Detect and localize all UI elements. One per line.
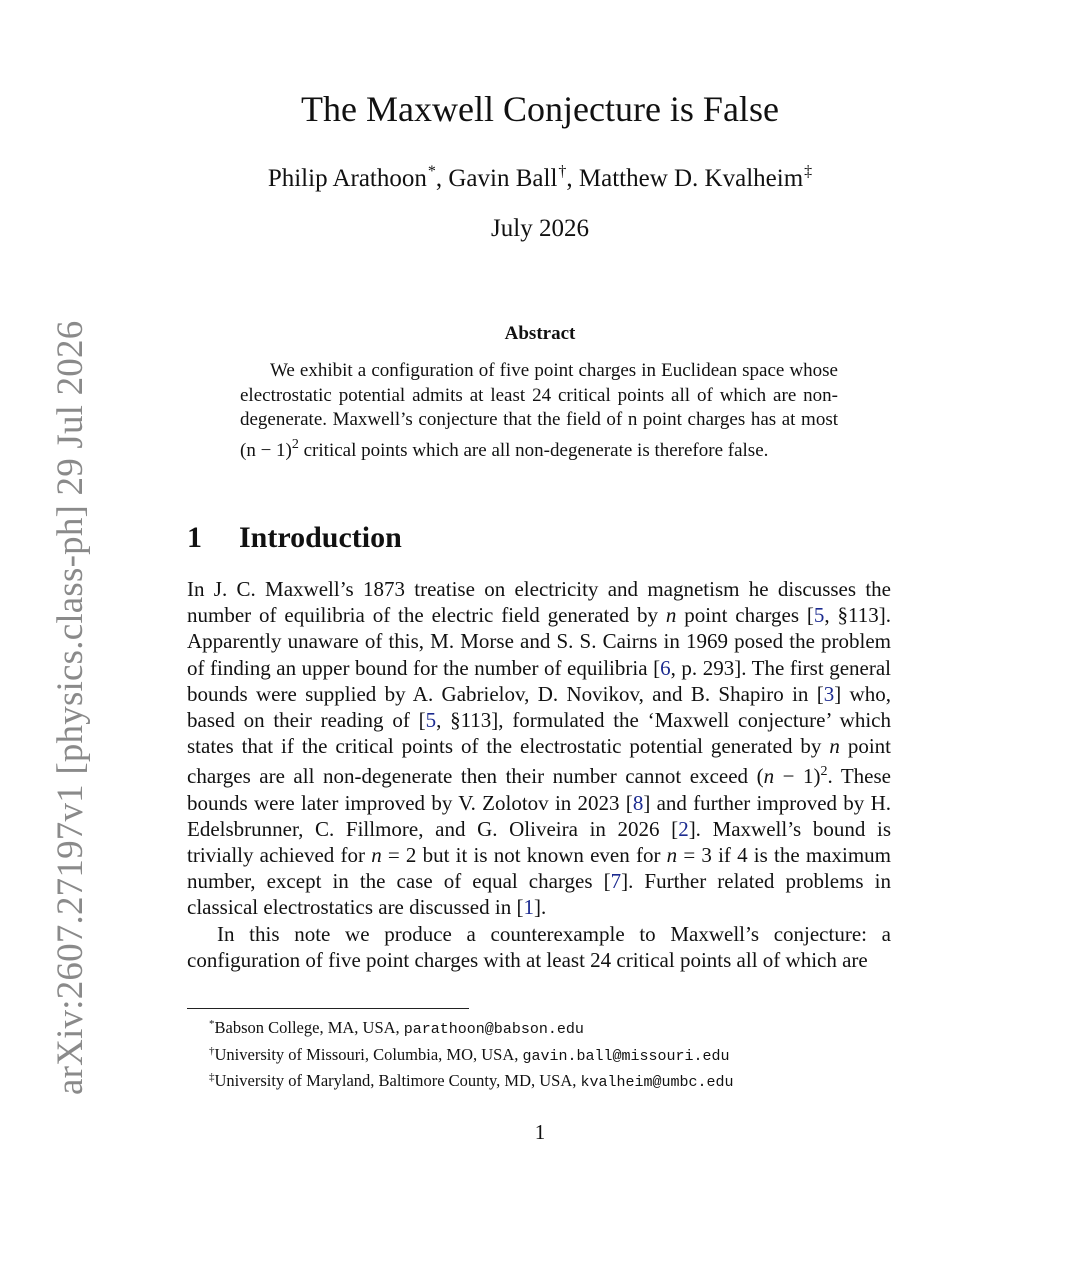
footnote-mark: † <box>209 1044 215 1057</box>
math-variable: n <box>371 843 382 868</box>
footnote-mark: ‡ <box>209 1071 215 1083</box>
math-variable: n <box>666 843 678 868</box>
abstract-exponent: 2 <box>291 436 299 452</box>
math-variable: n <box>829 734 840 759</box>
abstract-text-end: critical points which are all non-degenerate is therefore false. <box>298 439 769 461</box>
abstract-body <box>240 359 838 463</box>
citation-link[interactable]: 8 <box>632 790 644 815</box>
citation-link[interactable]: 3 <box>823 681 835 706</box>
intro-paragraph <box>187 576 891 921</box>
footnote-affiliation: University of Maryland, Baltimore County, MD, USA, <box>214 1071 581 1090</box>
author-footnote-mark[interactable]: ‡ <box>804 163 813 180</box>
section-title: Introduction <box>239 521 402 554</box>
paragraph-text: point charges [ <box>676 603 814 628</box>
page-number: 1 <box>534 1120 546 1144</box>
paragraph-text: = 2 but it is not known even for <box>381 843 667 868</box>
footnote-email[interactable]: parathoon@babson.edu <box>403 1021 584 1038</box>
paragraph-text: ]. Further related problems in classical electrostatics are discussed in [ <box>187 869 891 920</box>
paper-date: July 2026 <box>491 215 589 242</box>
citation-link[interactable]: 5 <box>425 708 437 733</box>
arxiv-sidebar-stamp: arXiv:2607.27197v1 [physics.class-ph] 29 Jul 2026 <box>50 320 91 1095</box>
footnote <box>187 1041 907 1068</box>
paragraph-text: In J. C. Maxwell’s 1873 treatise on electricity and magnetism he discusses the number of equilibria of the electric field generated by <box>187 577 891 628</box>
footnote-affiliation: University of Missouri, Columbia, MO, USA, <box>214 1044 523 1064</box>
paragraph-text: , §113]. Apparently unaware of this, M. Morse and S. S. Cairns in 1969 posed the problem of finding an upper bound for the number of equilibria [ <box>187 603 891 680</box>
footnotes <box>187 1014 907 1094</box>
math-variable: n <box>665 603 677 628</box>
paragraph-text: , §113], formulated the ‘Maxwell conjecture’ which states that if the critical points of the electrostatic potential generated by <box>187 708 891 759</box>
citation-link[interactable]: 6 <box>660 655 671 680</box>
paragraph-text: ] who, based on their reading of [ <box>187 681 891 733</box>
citation-link[interactable]: 5 <box>813 603 825 628</box>
paragraph-text: point charges are all non-degenerate then their number cannot exceed ( <box>187 734 891 789</box>
math-exponent: 2 <box>820 764 828 780</box>
author-list: Philip Arathoon*, Gavin Ball†, Matthew D. Kvalheim‡ <box>267 163 813 192</box>
abstract-heading: Abstract <box>504 323 576 344</box>
paragraph-text: = 3 if 4 is the maximum number, except in the case of equal charges [ <box>187 843 892 894</box>
footnote-rule <box>187 1008 469 1009</box>
author-name: Philip Arathoon <box>267 165 427 192</box>
footnote-mark: * <box>209 1018 215 1030</box>
paragraph-text: . These bounds were later improved by V. Zolotov in 2023 [ <box>187 764 891 815</box>
math-variable: n <box>763 764 775 789</box>
citation-link[interactable]: 1 <box>523 895 534 920</box>
paragraph-text: , p. 293]. The first general bounds were supplied by A. Gabrielov, D. Novikov, and B. Shapiro in [ <box>187 655 891 706</box>
author-name: Gavin Ball <box>448 165 558 192</box>
section-heading <box>187 521 402 555</box>
paragraph-text: ]. Maxwell’s bound is trivially achieved for <box>187 816 892 868</box>
citation-link[interactable]: 2 <box>678 816 689 841</box>
footnote-email[interactable]: gavin.ball@missouri.edu <box>522 1047 730 1065</box>
section-number: 1 <box>187 521 202 554</box>
author-footnote-mark[interactable]: † <box>558 163 567 180</box>
section-body <box>187 576 891 973</box>
paragraph-text: ]. <box>533 895 547 920</box>
author-name: Matthew D. Kvalheim <box>578 165 804 192</box>
author-footnote-mark[interactable]: * <box>427 163 436 180</box>
paragraph-text: ] and further improved by H. Edelsbrunner, C. Fillmore, and G. Oliveira in 2026 [ <box>187 790 891 841</box>
footnote <box>187 1014 907 1041</box>
citation-link[interactable]: 7 <box>610 869 622 894</box>
footnote-email[interactable]: kvalheim@umbc.edu <box>580 1074 734 1091</box>
footnote-affiliation: Babson College, MA, USA, <box>214 1018 404 1037</box>
abstract-text: We exhibit a configuration of five point charges in Euclidean space whose electrostatic potential admits at least 24 critical points all of which are non-degenerate. Maxwell’s conjecture that the field of n point charges has at most (n − 1) <box>240 360 838 461</box>
footnote <box>187 1067 907 1094</box>
intro-paragraph-2: In this note we produce a counterexample to Maxwell’s conjecture: a configuration of five point charges with at least 24 critical points all of which are <box>187 921 891 972</box>
paper-title: The Maxwell Conjecture is False <box>301 89 779 129</box>
paragraph-text: − 1) <box>774 764 821 789</box>
